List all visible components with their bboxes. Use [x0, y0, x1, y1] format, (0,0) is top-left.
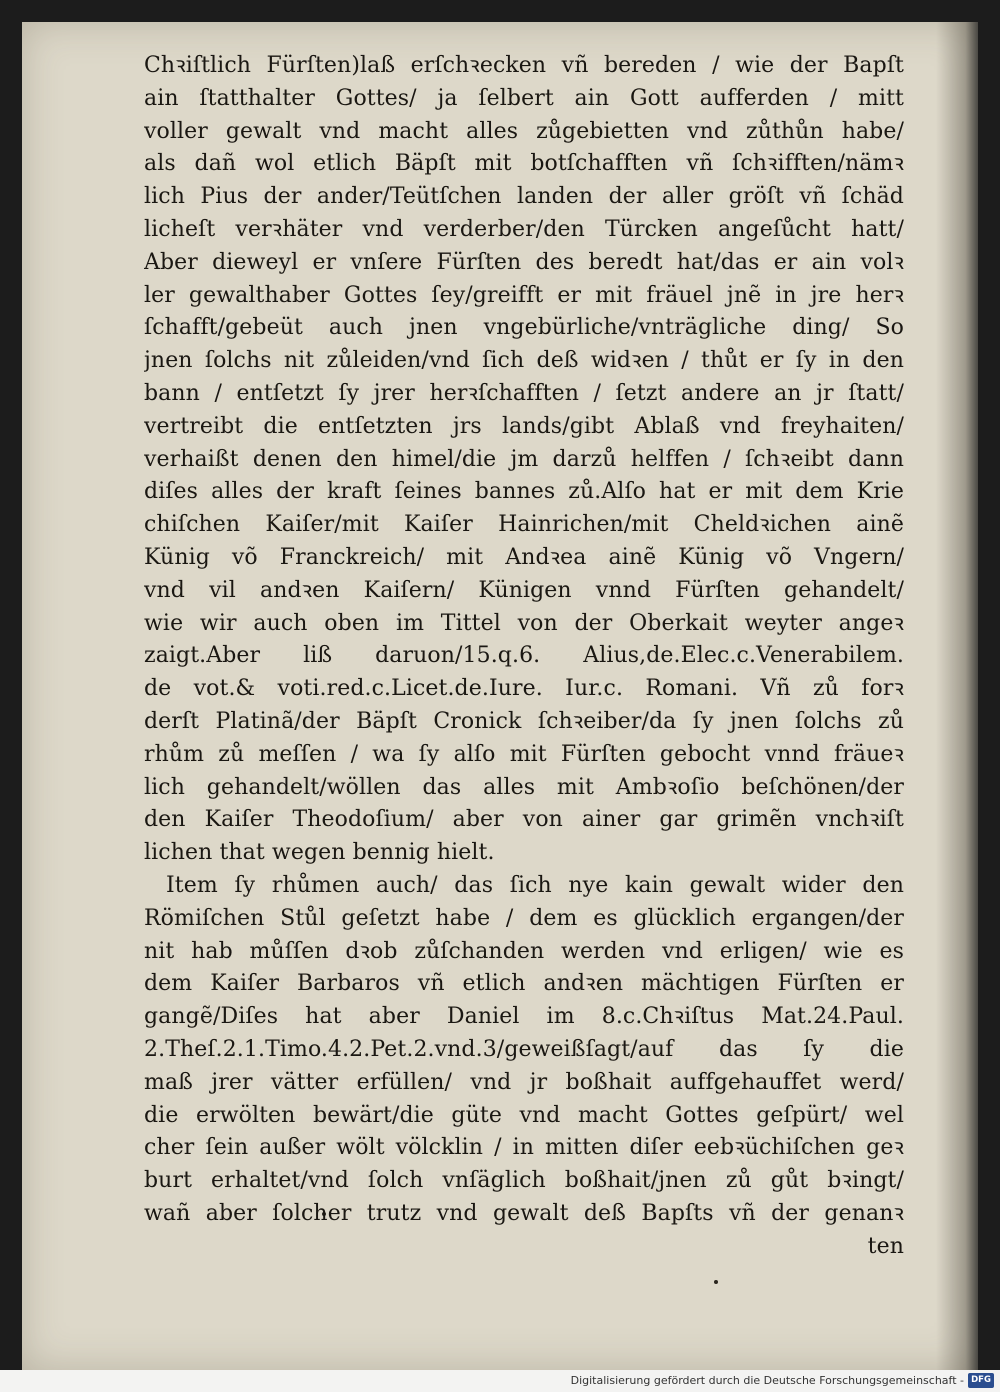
text-line: licheſt verꝛhäter vnd verderber/den Türcken angeſůcht hatt/ — [144, 216, 904, 242]
text-line: 2.Theſ.2.1.Timo.4.2.Pet.2.vnd.3/geweißſagt/auf das ſy die — [144, 1036, 904, 1062]
text-line: vnd vil andꝛen Kaiſern/ Künigen vnnd Fürſten gehandelt/ — [144, 577, 904, 603]
text-line: de vot.& voti.red.c.Licet.de.Iure. Iur.c. Romani. Vñ zů forꝛ — [144, 676, 904, 702]
text-line: vertreibt die entſetzten jrs lands/gibt Ablaß vnd freyhaiten/ — [144, 413, 904, 439]
dfg-logo: DFG — [968, 1373, 994, 1388]
text-line: derſt Platinã/der Bäpſt Cronick ſchꝛeiber/da ſy jnen ſolchs zů — [144, 708, 904, 734]
footer-bar — [0, 1370, 1000, 1392]
text-line: Künig võ Franckreich/ mit Andꝛea ainẽ Künig võ Vngern/ — [144, 544, 904, 570]
text-line: ain ſtatthalter Gottes/ ja ſelbert ain Gott aufferden / mitt — [144, 85, 904, 111]
text-line: lich Pius der ander/Teütſchen landen der aller gröſt vñ ſchäd — [144, 184, 904, 210]
text-line: burt erhaltet/vnd ſolch vnſäglich boßhait/jnen zů gůt bꝛingt/ — [144, 1168, 904, 1194]
text-line: jnen ſolchs nit zůleiden/vnd ſich deß widꝛen / thůt er ſy in den — [144, 348, 904, 374]
text-line: Aber dieweyl er vnſere Fürſten des beredt hat/das er ain volꝛ — [144, 249, 904, 275]
text-line: lichen that wegen bennig hielt. — [144, 840, 495, 866]
text-line: Item ſy rhůmen auch/ das ſich nye kain gewalt wider den — [166, 872, 904, 898]
text-line: den Kaiſer Theodoſium/ aber von ainer gar grimẽn vnchꝛiſt — [144, 807, 904, 833]
text-line: voller gewalt vnd macht alles zůgebietten vnd zůthůn habe/ — [144, 118, 904, 144]
text-line: rhům zů meſſen / wa ſy alſo mit Fürſten gebocht vnnd fräueꝛ — [144, 741, 904, 767]
footer-credit: Digitalisierung gefördert durch die Deutsche Forschungsgemeinschaft - — [570, 1374, 964, 1387]
text-line: lich gehandelt/wöllen das alles mit Ambꝛoſio beſchönen/der — [144, 774, 904, 800]
text-line: ſchafft/gebeüt auch jnen vngebürliche/vnträgliche ding/ So — [144, 315, 904, 341]
text-line: dem Kaiſer Barbaros vñ etlich andꝛen mächtigen Fürſten er — [144, 971, 904, 997]
body-text — [144, 50, 904, 1263]
text-line: Chꝛiſtlich Fürſten)laß erſchꝛecken vñ bereden / wie der Bapſt — [144, 53, 904, 78]
text-line: diſes alles der kraft ſeines bannes zů.Alſo hat er mit dem Krie — [144, 479, 904, 505]
text-line: ler gewalthaber Gottes ſey/greifft er mit fräuel jnẽ in jre herꝛ — [144, 282, 904, 308]
text-line: maß jrer vätter erfüllen/ vnd jr boßhait auffgehauffet werd/ — [144, 1069, 904, 1095]
print-speck — [714, 1280, 718, 1284]
text-line: als dañ wol etlich Bäpſt mit botſchafften vñ ſchꝛifften/nämꝛ — [144, 151, 904, 177]
text-line: nit hab můſſen dꝛob zůſchanden werden vnd erligen/ wie es — [144, 938, 904, 964]
text-line: Römiſchen Stůl geſetzt habe / dem es glücklich ergangen/der — [144, 905, 904, 931]
text-line: wañ aber ſolcher trutz vnd gewalt deß Bapſts vñ der genanꝛ — [144, 1200, 904, 1226]
text-line: zaigt.Aber liß daruon/15.q.6. Alius,de.Elec.c.Venerabilem. — [144, 643, 904, 669]
text-line: cher ſein außer wölt völcklin / in mitten diſer eebꝛüchiſchen geꝛ — [144, 1135, 904, 1161]
text-line: gangẽ/Diſes hat aber Daniel im 8.c.Chꝛiſtus Mat.24.Paul. — [144, 1004, 904, 1030]
text-line: bann / entſetzt ſy jrer herꝛſchafften / ſetzt andere an jr ſtatt/ — [144, 380, 904, 406]
text-line: wie wir auch oben im Tittel von der Oberkait weyter angeꝛ — [144, 610, 904, 636]
catchword: ten — [867, 1233, 904, 1259]
text-line: verhaißt denen den himel/die jm darzů helffen / ſchꝛeibt dann — [144, 446, 904, 472]
text-line: chiſchen Kaiſer/mit Kaiſer Hainrichen/mit Cheldꝛichen ainẽ — [144, 512, 904, 538]
text-line: die erwölten bewärt/die güte vnd macht Gottes geſpürt/ wel — [144, 1102, 904, 1128]
page-gutter-shadow — [936, 22, 978, 1370]
